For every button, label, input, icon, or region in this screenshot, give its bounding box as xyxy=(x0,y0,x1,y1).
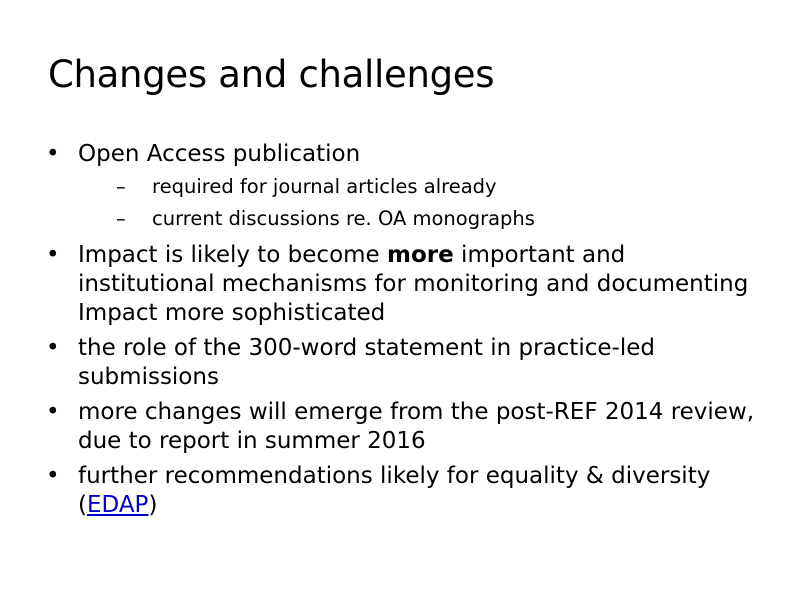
sub-bullet-text: current discussions re. OA monographs xyxy=(152,207,535,230)
bullet-text xyxy=(78,241,766,328)
bullet-text: Open Access publication xyxy=(78,141,361,167)
bullet-item-300-word xyxy=(46,334,766,392)
sub-bullet-item xyxy=(116,203,766,235)
bullet-item-post-ref xyxy=(46,398,766,456)
bullet-icon: • xyxy=(46,242,60,268)
slide-title: Changes and challenges xyxy=(48,53,495,96)
bullet-text: more changes will emerge from the post-REF 2014 review, due to report in summer 2016 xyxy=(78,399,755,454)
bullet-icon: • xyxy=(46,141,60,167)
sub-bullet-text: required for journal articles already xyxy=(152,175,497,198)
edap-link[interactable]: EDAP xyxy=(86,492,149,518)
dash-icon: – xyxy=(116,207,126,230)
bullet-text-pre: Impact is likely to become xyxy=(78,242,388,268)
bullet-text-bold: more xyxy=(387,242,454,268)
sub-bullet-item xyxy=(116,171,766,203)
bullet-text: the role of the 300-word statement in practice-led submissions xyxy=(78,335,655,390)
bullet-list xyxy=(46,140,766,526)
bullet-text-post: important and institutional mechanisms for monitoring and documenting Impact more sophisticated xyxy=(78,242,749,326)
bullet-text xyxy=(78,462,766,520)
sub-bullet-list xyxy=(78,171,766,235)
bullet-item-equality xyxy=(46,462,766,520)
bullet-text-pre: further recommendations likely for equality & diversity ( xyxy=(78,463,711,518)
bullet-item-open-access xyxy=(46,140,766,235)
bullet-text-post: ) xyxy=(148,492,158,518)
bullet-item-impact xyxy=(46,241,766,328)
bullet-icon: • xyxy=(46,463,60,489)
dash-icon: – xyxy=(116,175,126,198)
bullet-icon: • xyxy=(46,399,60,425)
bullet-icon: • xyxy=(46,335,60,361)
